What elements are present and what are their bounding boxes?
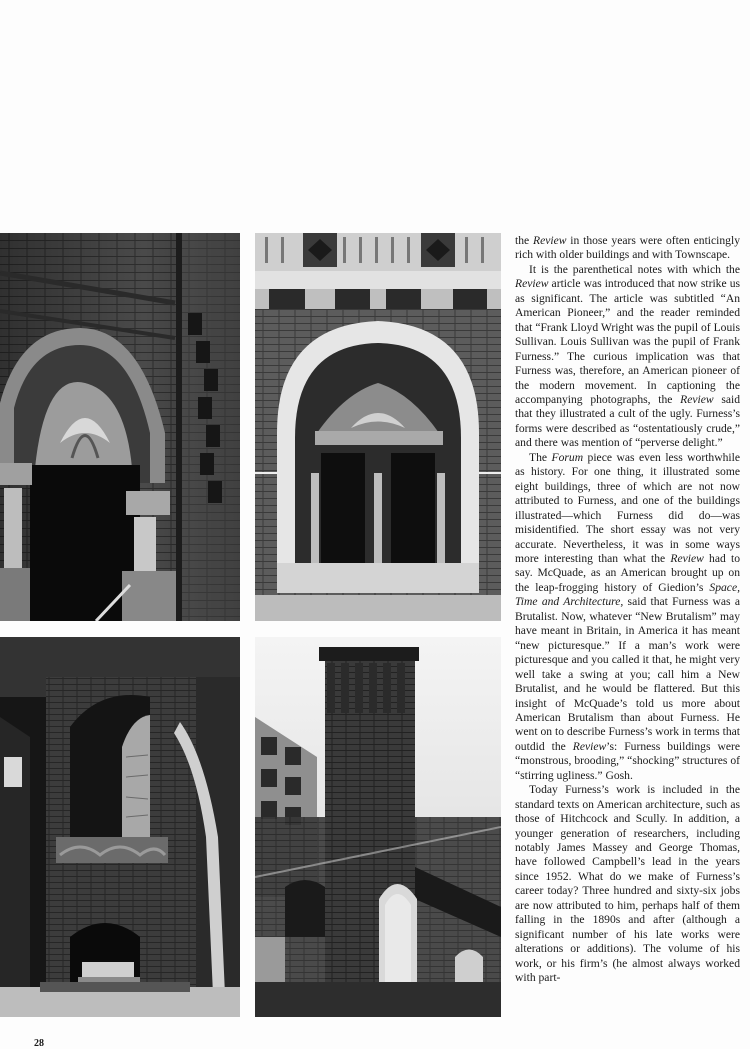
article-paragraph	[515, 451, 740, 783]
text-run: Today Furness’s work is included in the standard texts on American architecture, such as those of Hitchcock and Scully. In addition, a younger generation of researchers, including notably James Massey and George Thomas, have followed Campbell’s lead in the years since 1952. What do we make of Furness’s career today? Three hundred and sixty-six jobs are now attributed to him, perhaps half of them falling in the 1890s and after (although a significant number of his late works were alterations or additions). The volume of his work, or his firm’s (he almost always worked with part-	[515, 783, 740, 985]
italic-run: Review	[532, 234, 567, 247]
italic-run: Review	[680, 392, 714, 406]
text-run: the	[515, 234, 533, 247]
article-paragraph	[515, 263, 740, 451]
italic-run: Review	[515, 277, 549, 291]
text-run: said that Furness was a Brutalist. Now, whatever “New Brutalism” may have meant in Britain, in America it has meant “new picturesque.” If a man’s work were picturesque and you called it that, he might very well take a swing at you; call him a New Brutalist, and he would be flattered. But this insight of McQuade’s told us more about American Brutalism than about Furness. He went on to describe Furness’s work in terms that outdid the	[515, 595, 740, 753]
text-run: article was introduced that now strike us as significant. The article was subtitled “An American Pioneer,” and the reader reminded that “Frank Lloyd Wright was the pupil of Louis Sullivan. Louis Sullivan was the pupil of Frank Furness.” The curious implication was that Furness was, therefore, an American pioneer of the modern movement. In captioning the accompanying photographs, the	[515, 277, 740, 406]
photo-gothic-window	[255, 233, 501, 621]
italic-run: Review	[670, 551, 704, 565]
text-run: piece was even less worthwhile as history. For one thing, it illustrated some eight buildings, three of which are not now attributed to Furness, and one of the buildings illustrated—which Furness did do—was misidentified. The short essay was not very accurate. Nevertheless, it was in some ways more interesting than what the	[515, 450, 740, 565]
italic-run: Forum	[551, 450, 584, 464]
photo-brick-portal	[0, 233, 240, 621]
text-run: It is the parenthetical notes with which the	[529, 262, 740, 276]
page-number: 28	[34, 1038, 44, 1049]
article-paragraph	[515, 783, 740, 985]
article-column	[515, 234, 740, 986]
photo-chimney-facade	[255, 637, 501, 1017]
text-run: The	[529, 450, 552, 464]
article-paragraph	[515, 234, 740, 263]
text-run: had to say. McQuade, as an American brought up on the leap-frogging history of Giedion’s	[515, 551, 740, 594]
text-run: ’s: Furness buildings were “monstrous, brooding,” “shocking” structures of “stirring ugliness.” Gosh.	[515, 739, 740, 782]
text-run: said that they illustrated a cult of the ugly. Furness’s forms were described as “ostentatiously crude,” and there was mention of “perverse delight.”	[515, 392, 740, 450]
italic-run: Space, Time and Architecture,	[515, 580, 740, 609]
italic-run: Review	[572, 739, 607, 753]
photo-interior-fireplace	[0, 637, 240, 1017]
text-run: in those years were often enticingly rich with older buildings and with Townscape.	[515, 234, 740, 262]
